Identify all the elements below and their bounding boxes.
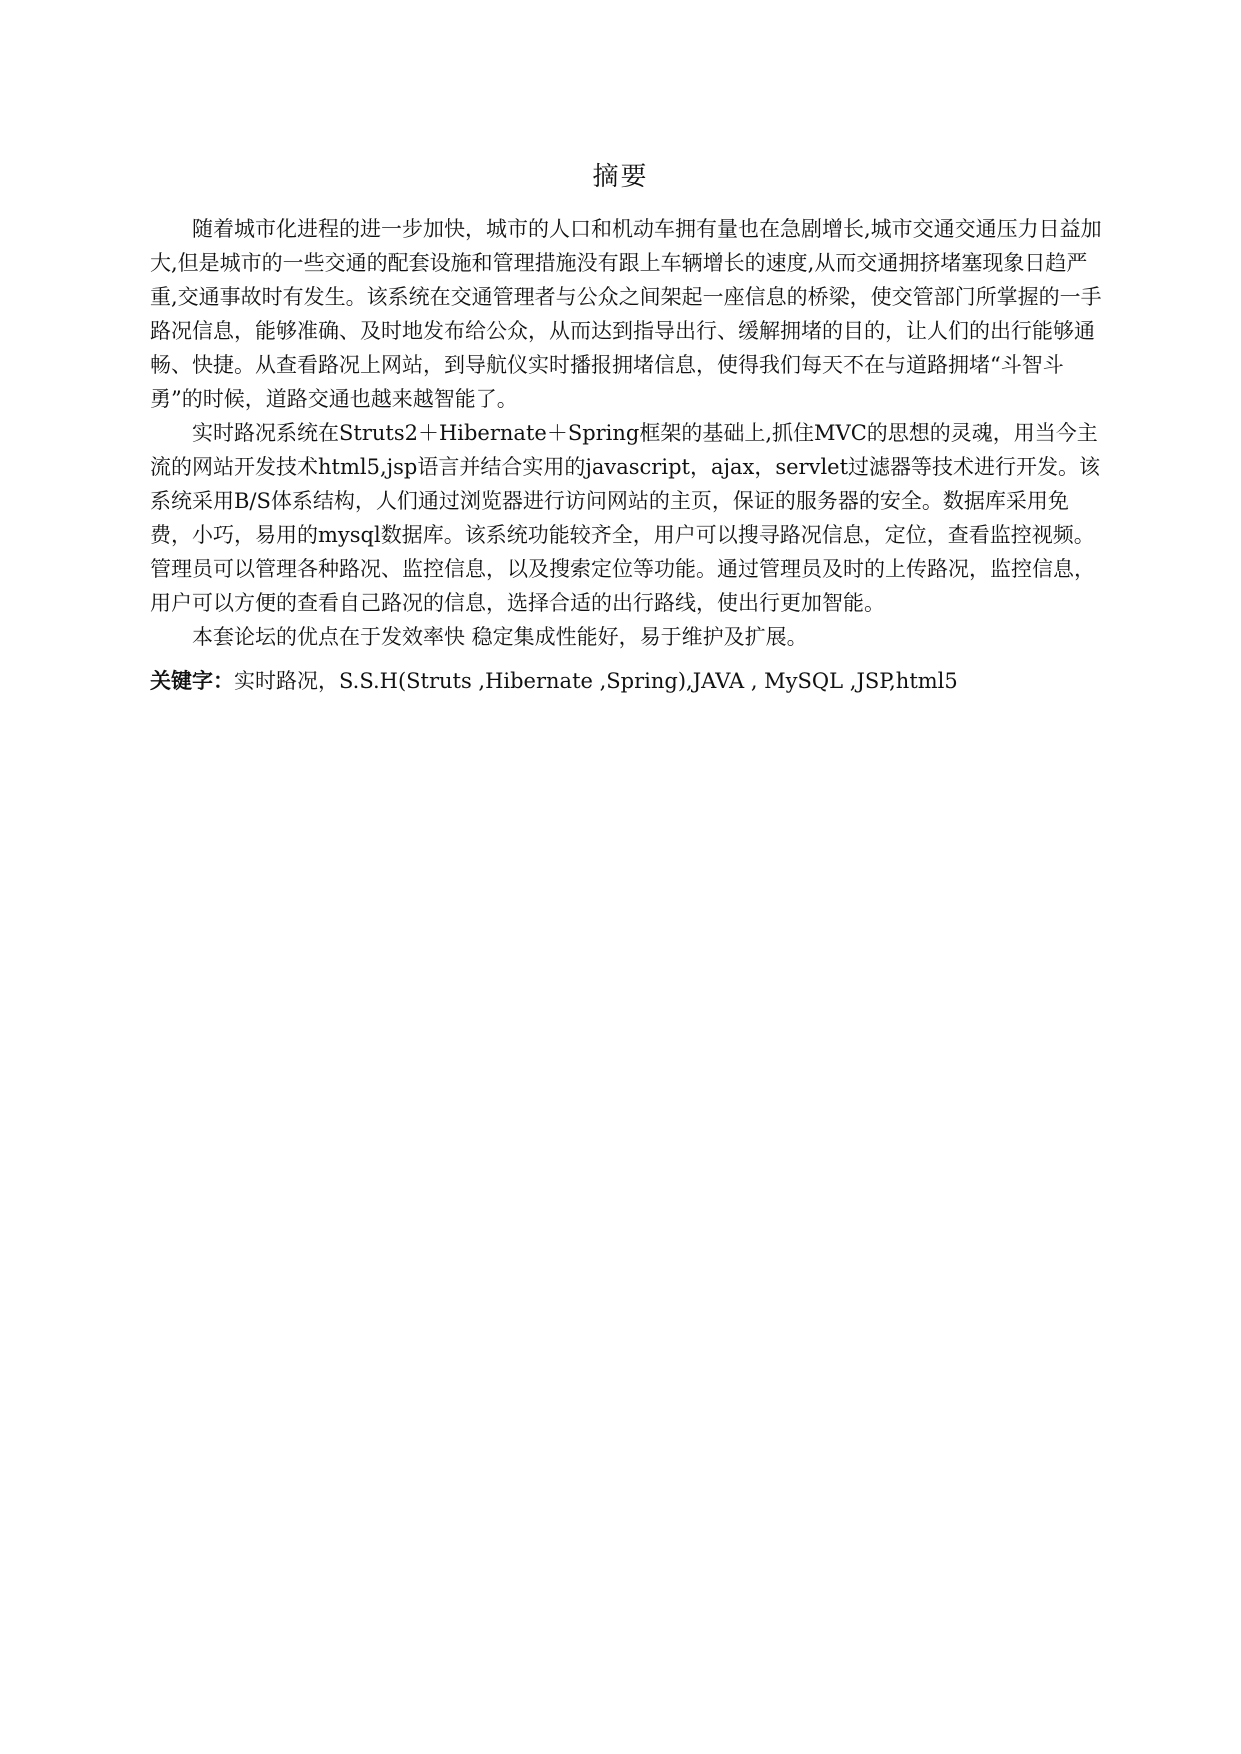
- abstract-paragraph-1: 随着城市化进程的进一步加快，城市的人口和机动车拥有量也在急剧增长,城市交通交通压力日益加大,但是城市的一些交通的配套设施和管理措施没有跟上车辆增长的速度,从而交通拥挤堵塞现象日趋严重,交通事故时有发生。该系统在交通管理者与公众之间架起一座信息的桥梁，使交管部门所掌握的一手路况信息，能够准确、及时地发布给公众，从而达到指导出行、缓解拥堵的目的，让人们的出行能够通畅、快捷。从查看路况上网站，到导航仪实时播报拥堵信息，使得我们每天不在与道路拥堵“斗智斗勇”的时候，道路交通也越来越智能了。: [150, 217, 1102, 411]
- abstract-body: [150, 212, 1110, 698]
- keywords-text: 实时路况，S.S.H(Struts ,Hibernate ,Spring),JAVA , MySQL ,JSP,html5: [234, 669, 958, 693]
- abstract-paragraph-3: 本套论坛的优点在于发效率快 稳定集成性能好，易于维护及扩展。: [192, 625, 808, 649]
- abstract-paragraph-2: 实时路况系统在Struts2＋Hibernate＋Spring框架的基础上,抓住MVC的思想的灵魂，用当今主流的网站开发技术html5,jsp语言并结合实用的javascript，ajax，servlet过滤器等技术进行开发。该系统采用B/S体系结构，人们通过浏览器进行访问网站的主页，保证的服务器的安全。数据库采用免费，小巧，易用的mysql数据库。该系统功能较齐全，用户可以搜寻路况信息，定位，查看监控视频。管理员可以管理各种路况、监控信息，以及搜索定位等功能。通过管理员及时的上传路况，监控信息，用户可以方便的查看自己路况的信息，选择合适的出行路线，使出行更加智能。: [150, 421, 1101, 615]
- keywords-label: 关键字：: [150, 669, 234, 693]
- keywords-line: [150, 664, 1110, 698]
- abstract-title: 摘要: [592, 162, 649, 192]
